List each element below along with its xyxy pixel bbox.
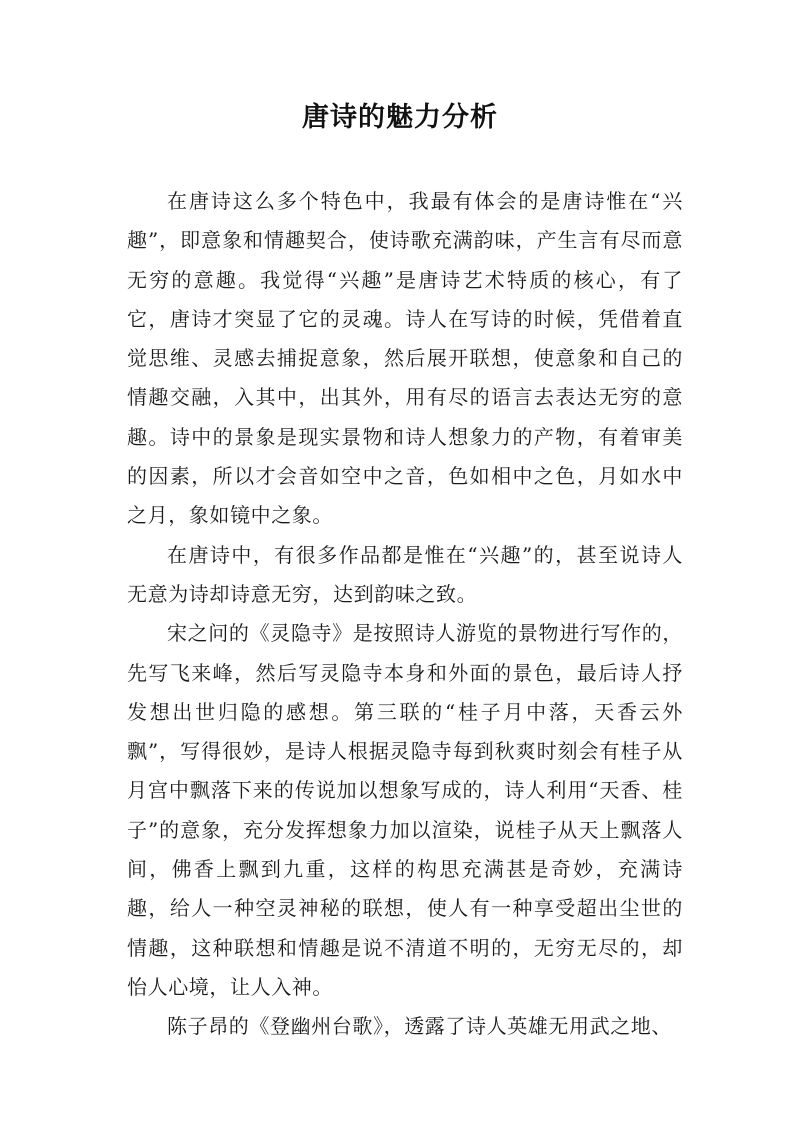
- document-body: [127, 182, 683, 1047]
- paragraph: 在唐诗这么多个特色中，我最有体会的是唐诗惟在“兴趣”，即意象和情趣契合，使诗歌充满韵味，产生言有尽而意无穷的意趣。我觉得“兴趣”是唐诗艺术特质的核心，有了它，唐诗才突显了它的灵魂。诗人在写诗的时候，凭借着直觉思维、灵感去捕捉意象，然后展开联想，使意象和自己的情趣交融，入其中，出其外，用有尽的语言去表达无穷的意趣。诗中的景象是现实景物和诗人想象力的产物，有着审美的因素，所以才会音如空中之音，色如相中之色，月如水中之月，象如镜中之象。: [127, 189, 683, 528]
- paragraph: 在唐诗中，有很多作品都是惟在“兴趣”的，甚至说诗人无意为诗却诗意无穷，达到韵味之致。: [127, 542, 683, 606]
- paragraph: 宋之问的《灵隐寺》是按照诗人游览的景物进行写作的，先写飞来峰，然后写灵隐寺本身和外面的景色，最后诗人抒发想出世归隐的感想。第三联的“桂子月中落，天香云外飘”，写得很妙，是诗人根据灵隐寺每到秋爽时刻会有桂子从月宫中飘落下来的传说加以想象写成的，诗人利用“天香、桂子”的意象，充分发挥想象力加以渲染，说桂子从天上飘落人间，佛香上飘到九重，这样的构思充满甚是奇妙，充满诗趣，给人一种空灵神秘的联想，使人有一种享受超出尘世的情趣，这种联想和情趣是说不清道不明的，无穷无尽的，却怡人心境，让人入神。: [127, 621, 683, 999]
- page-title: 唐诗的魅力分析: [302, 102, 498, 133]
- paragraph: 陈子昂的《登幽州台歌》，透露了诗人英雄无用武之地、: [167, 1014, 672, 1039]
